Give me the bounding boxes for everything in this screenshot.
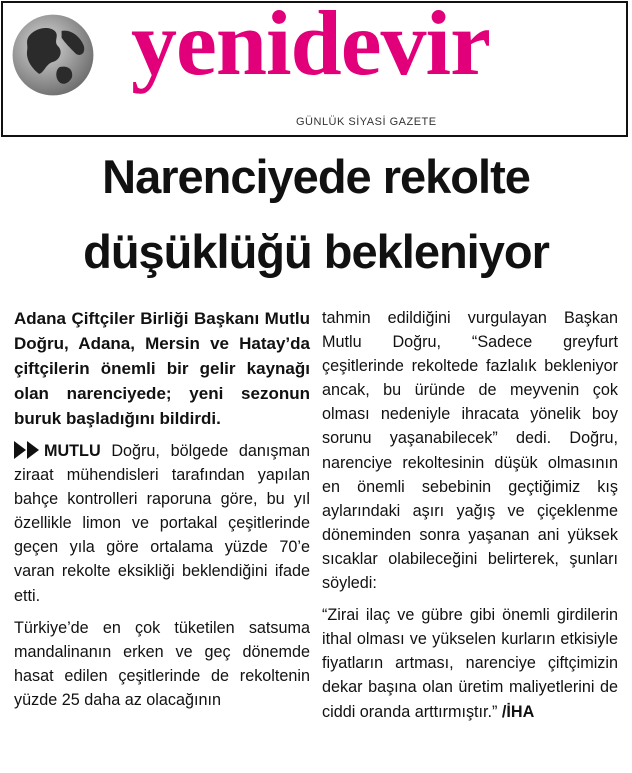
article-paragraph-4 <box>322 603 618 723</box>
article-paragraph-4-text: “Zirai ilaç ve gübre gibi önemli girdilerin ithal olması ve yükselen kurların etkisiyle fiyatların artması, narenciye çiftçimizin dekar başına olan üretim maliyetlerini de ciddi oranda arttırmıştır.” <box>322 606 618 721</box>
article-paragraph-2: Türkiye’de en çok tüketilen satsuma mandalinanın erken ve geç dönemde hasat edilen çeşitlerinde de rekoltenin yüzde 25 daha az olacağının <box>14 618 310 709</box>
article-lead: Adana Çiftçiler Birliği Başkanı Mutlu Doğru, Adana, Mersin ve Hatay’da çiftçilerin önemli bir gelir kaynağı olan narenciyede; yeni sezonun buruk başladığını bildirdi. <box>14 309 310 428</box>
article-column-left <box>14 306 310 720</box>
article-kicker: MUTLU <box>44 442 101 460</box>
article-paragraph-1-text: Doğru, bölgede danışman ziraat mühendisleri tarafından yapılan bahçe kontrolleri raporuna göre, bu yıl özellikle limon ve portakal çeşitlerinde geçen yıla göre ortalama yüzde 70’e varan rekolte eksikliği beklendiğini ifade etti. <box>14 442 310 605</box>
bullet-arrow-icon <box>14 441 26 459</box>
globe-icon <box>10 12 96 98</box>
masthead-tagline: GÜNLÜK SİYASİ GAZETE <box>296 116 437 128</box>
article-paragraph-3: tahmin edildiğini vurgulayan Başkan Mutlu Doğru, “Sadece greyfurt çeşitlerinde rekoltede fazlalık bekleniyor ancak, bu üründe de meyvenin çok olması nedeniyle ihracata yönelik boy sorunu yaşanabilecek” dedi. Doğru, narenciye rekoltesinin düşük olmasının en önemli sebebinin geçtiğimiz kış aylarındaki aşırı yağış ve çiçeklenme döneminden sonra yaşanan ani yüksek sıcaklar olabileceğini belirterek, şunları söyledi: <box>322 309 618 593</box>
bullet-arrow-icon <box>27 441 39 459</box>
article-column-right <box>322 306 618 732</box>
headline-line-2: düşüklüğü bekleniyor <box>83 225 549 278</box>
article-paragraph-1 <box>14 439 310 608</box>
masthead <box>1 1 628 137</box>
headline-line-1: Narenciyede rekolte <box>102 150 530 203</box>
news-agency-source: /İHA <box>501 702 535 721</box>
newspaper-logo: yenidevir <box>131 0 490 94</box>
